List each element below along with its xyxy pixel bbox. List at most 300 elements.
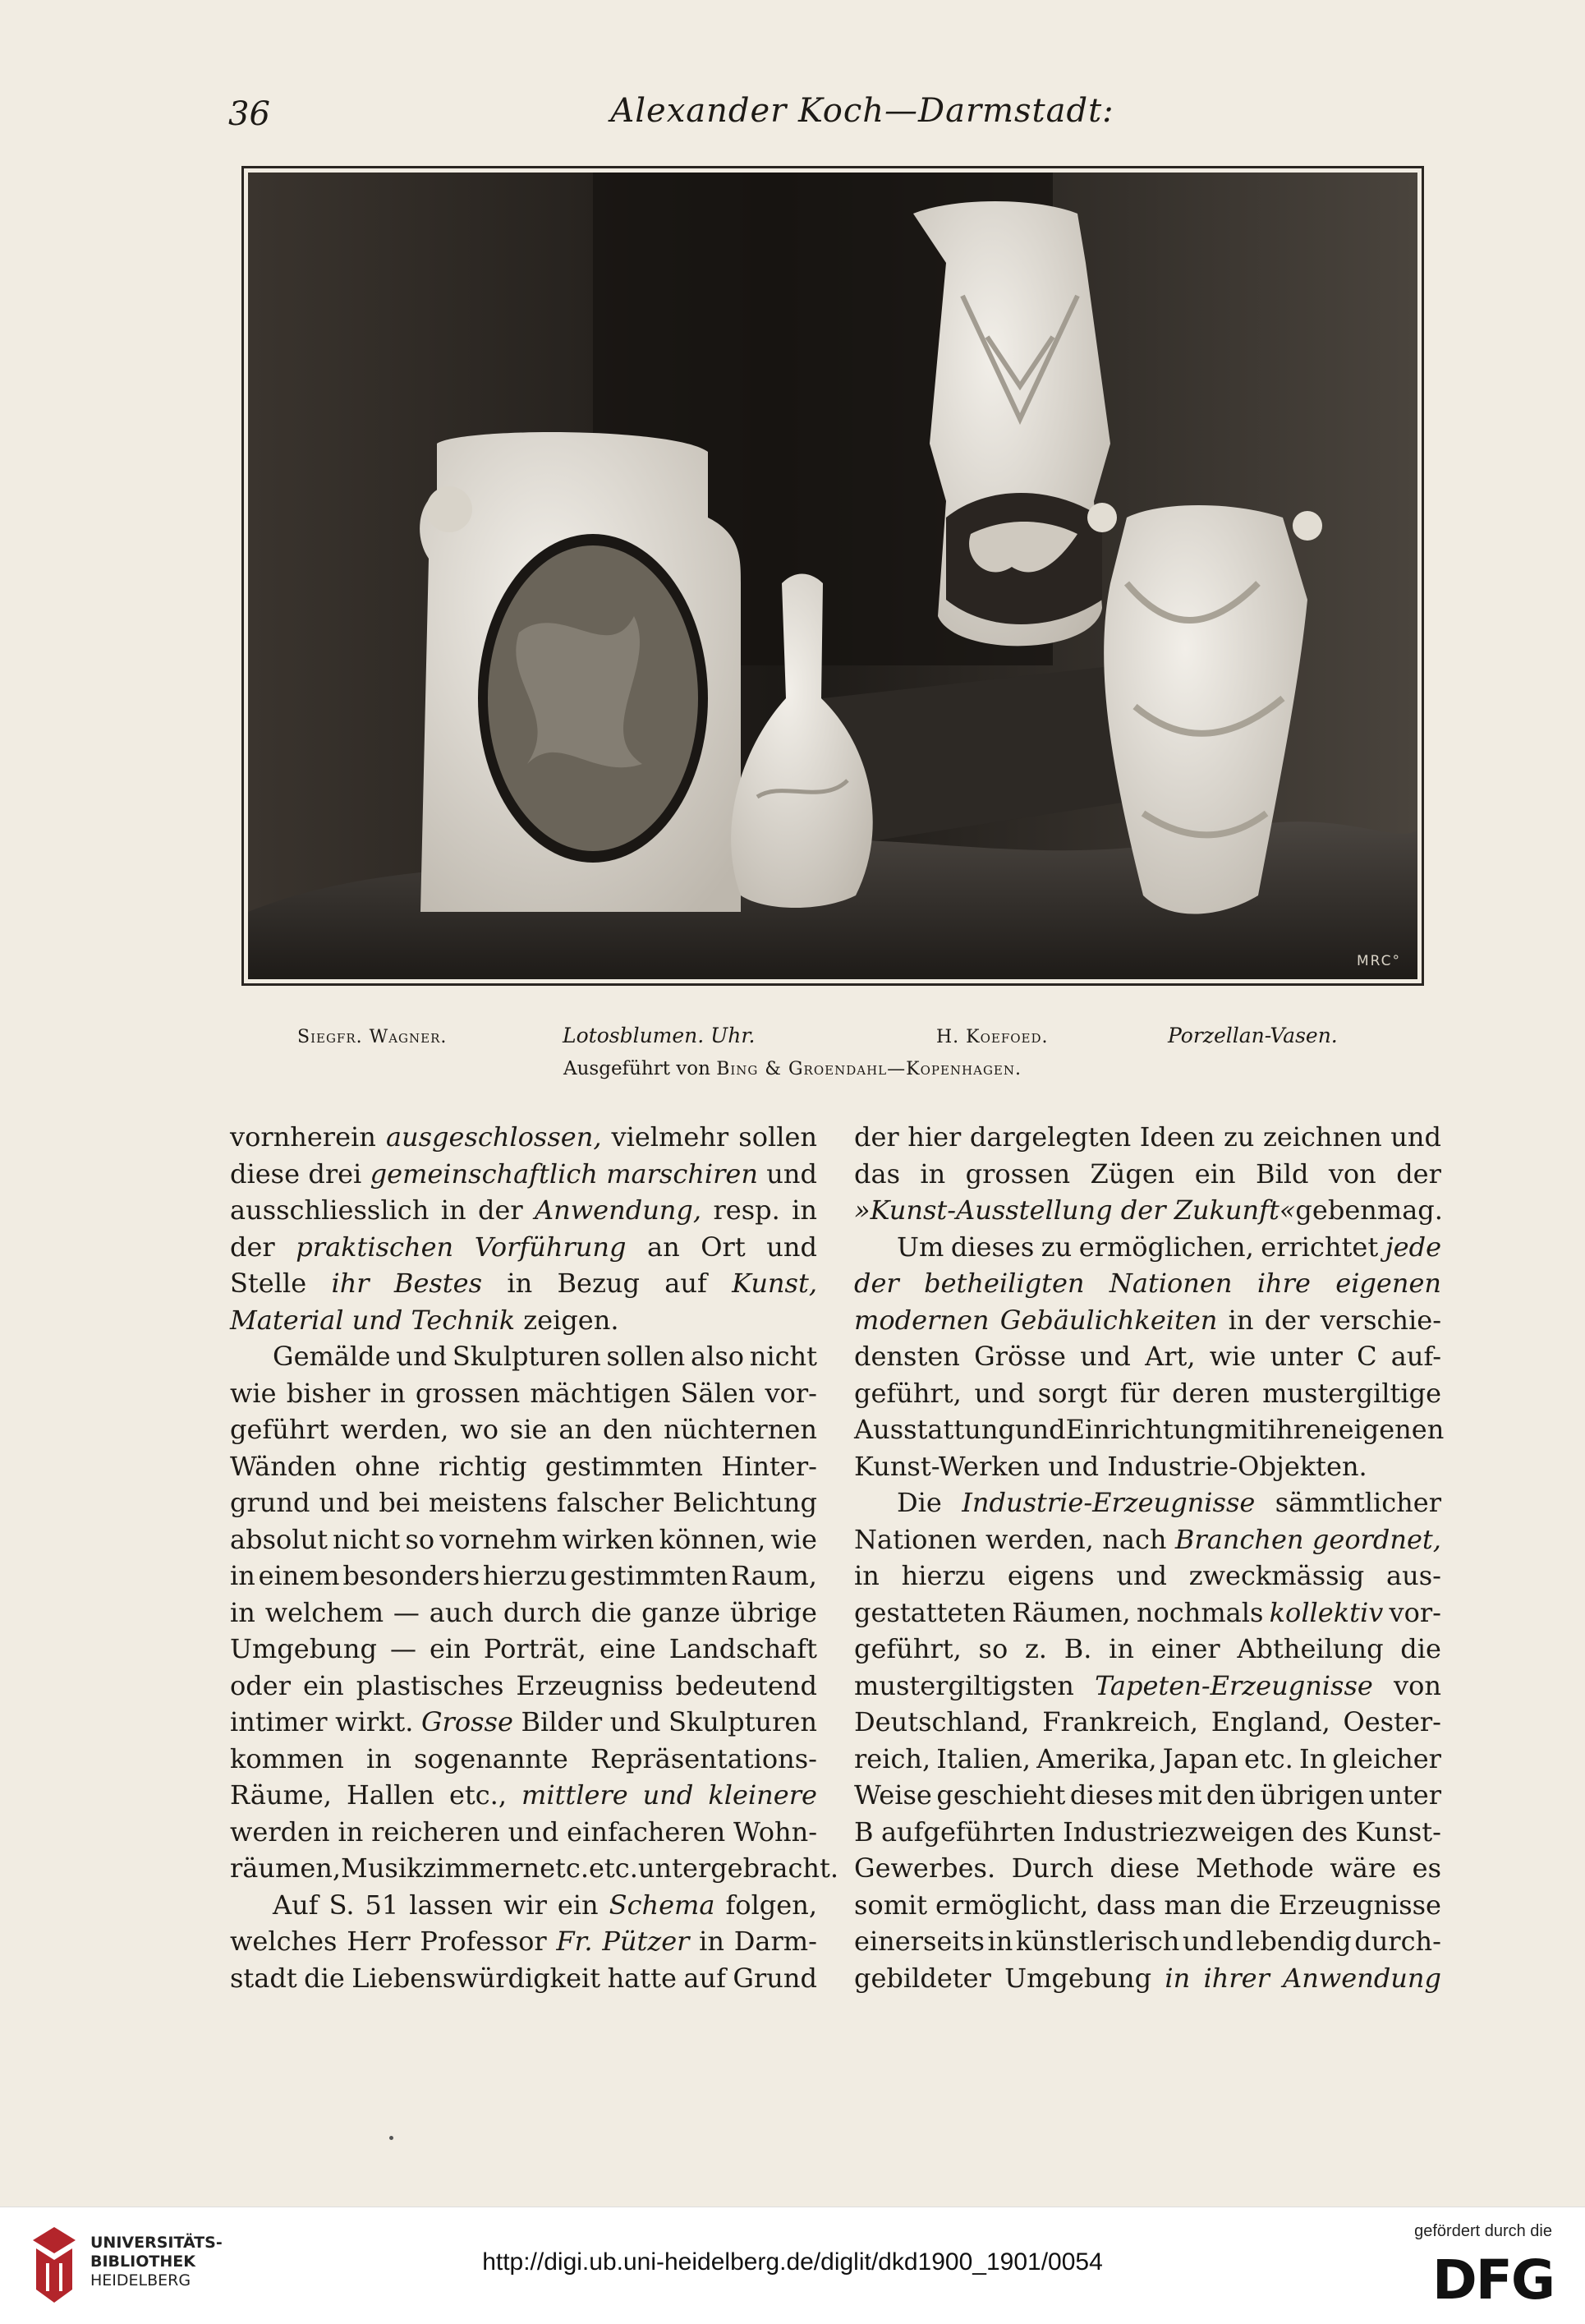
word: vielmehr — [611, 1121, 729, 1153]
word: mächtigen — [530, 1377, 671, 1409]
caption-work-clock: Lotosblumen. Uhr. — [563, 1024, 756, 1047]
word: stadt — [230, 1962, 297, 1994]
word: vornehm — [439, 1523, 558, 1555]
word: reich, — [854, 1742, 931, 1774]
word: geschieht — [936, 1779, 1066, 1811]
word: In — [1298, 1742, 1327, 1774]
word: Herr — [347, 1926, 411, 1957]
text-column-right — [854, 1119, 1445, 1996]
word: Skulpturen — [452, 1341, 601, 1372]
word: diese — [1110, 1852, 1180, 1884]
library-name-line2: BIBLIOTHEK — [90, 2253, 195, 2271]
word: Amerika, — [1036, 1742, 1157, 1774]
text-line — [854, 1631, 1441, 1668]
page-speck — [389, 2136, 393, 2140]
word: Darm- — [733, 1926, 817, 1957]
word: richtig — [438, 1450, 527, 1482]
word: jede — [1385, 1231, 1441, 1263]
word: besonders — [342, 1560, 480, 1591]
word: plastisches — [356, 1669, 504, 1701]
text-line — [230, 1119, 817, 1156]
word: hatte — [607, 1962, 677, 1994]
word: Weise — [854, 1779, 932, 1811]
text-column-left — [230, 1119, 839, 1996]
word: in — [854, 1560, 880, 1591]
word: Anwendung — [1283, 1962, 1441, 1994]
word: sorgt — [1037, 1377, 1108, 1409]
word: verschie- — [1320, 1304, 1441, 1336]
word: drei — [308, 1157, 362, 1190]
word: Räume, — [230, 1779, 332, 1811]
word: bisher — [286, 1377, 370, 1409]
word: an — [647, 1231, 680, 1263]
word: Pützer — [602, 1926, 690, 1957]
word: bei — [379, 1487, 420, 1518]
word: Durch — [1011, 1852, 1094, 1884]
word: Deutschland, — [854, 1706, 1030, 1737]
word: Bild — [1255, 1157, 1309, 1190]
running-title: Alexander Koch—Darmstadt: — [610, 92, 1114, 130]
word: und — [609, 1706, 661, 1737]
word: Kunst-Werken — [854, 1450, 1041, 1482]
word: Ausstattung — [854, 1414, 1015, 1445]
text-line — [230, 1265, 817, 1302]
word: Gewerbes. — [854, 1852, 996, 1884]
word: sollen — [606, 1341, 686, 1372]
text-line — [854, 1484, 1441, 1521]
word: den — [603, 1414, 653, 1445]
word: z. — [1024, 1633, 1047, 1664]
word: eigenen — [1338, 1414, 1445, 1445]
text-line — [230, 1777, 817, 1814]
word: aus- — [1386, 1560, 1441, 1591]
word: dieses — [950, 1231, 1035, 1263]
text-line — [854, 1375, 1441, 1412]
text-line — [854, 1521, 1441, 1558]
photo-plate — [241, 166, 1424, 986]
caption-manufacturer-name: Bing & Groendahl—Kopenhagen. — [716, 1059, 1022, 1079]
word: geben — [1295, 1194, 1377, 1226]
word: geführt, — [854, 1377, 962, 1409]
word: Um — [897, 1231, 944, 1263]
text-line — [854, 1814, 1441, 1851]
text-line — [230, 1192, 817, 1229]
word: Bezug — [557, 1268, 640, 1299]
text-line — [230, 1302, 817, 1339]
text-line — [230, 1338, 817, 1375]
text-line — [230, 1484, 817, 1521]
word: ein — [557, 1889, 599, 1921]
word: Hallen — [346, 1779, 434, 1811]
text-line — [854, 1704, 1441, 1741]
word: Stelle — [230, 1268, 307, 1299]
word: und — [1182, 1926, 1234, 1957]
word: eigens — [1007, 1560, 1095, 1591]
word: der — [854, 1268, 899, 1299]
word: in — [1228, 1304, 1254, 1336]
text-line — [854, 1741, 1441, 1778]
word: in — [230, 1596, 255, 1628]
word: zu — [1223, 1121, 1255, 1153]
word: Landschaft — [668, 1633, 817, 1664]
word: dieses — [1069, 1779, 1154, 1811]
word: ein — [302, 1669, 344, 1701]
text-line — [854, 1192, 1441, 1229]
word: hierzu — [482, 1560, 567, 1591]
word: der — [854, 1121, 899, 1153]
word: densten — [854, 1341, 960, 1372]
word: somit — [854, 1889, 928, 1921]
word: ganze — [641, 1596, 721, 1628]
word: werden — [230, 1815, 330, 1848]
word: und — [974, 1377, 1026, 1409]
word: auf — [664, 1268, 707, 1299]
word: nüchternen — [663, 1414, 817, 1445]
word: ausschliesslich — [230, 1194, 430, 1226]
text-line — [230, 1850, 839, 1887]
word: Grund — [733, 1962, 817, 1994]
word: ausgeschlossen, — [385, 1121, 602, 1153]
word: in — [440, 1194, 466, 1226]
word: und — [1080, 1341, 1131, 1372]
word: bedeutend — [675, 1669, 817, 1701]
word: sie — [509, 1414, 548, 1445]
word: einer — [1151, 1633, 1220, 1664]
text-line — [230, 1704, 817, 1741]
word: gestimmten — [544, 1450, 703, 1482]
word: Art, — [1145, 1341, 1196, 1372]
word: auf — [683, 1962, 726, 1994]
word: Skulpturen — [668, 1706, 817, 1737]
word: reicheren — [371, 1815, 500, 1848]
word: Belichtung — [672, 1487, 817, 1518]
word: auch — [429, 1596, 494, 1628]
caption-artist-wagner: Siegfr. Wagner. — [297, 1027, 448, 1047]
word: Abtheilung — [1237, 1633, 1384, 1664]
word: betheiligten — [924, 1268, 1085, 1299]
word: einerseits — [854, 1926, 985, 1957]
word: Anwendung, — [535, 1194, 702, 1226]
word: ein — [1194, 1157, 1236, 1190]
word: für — [1119, 1377, 1160, 1409]
word: die — [1229, 1889, 1270, 1921]
word: wirken — [562, 1523, 655, 1555]
text-line — [230, 1156, 817, 1193]
word: hier — [907, 1121, 962, 1153]
word: mustergiltigsten — [854, 1669, 1074, 1701]
text-line — [854, 1265, 1441, 1302]
word: grossen — [415, 1377, 521, 1409]
word: nicht — [333, 1523, 401, 1555]
word: gestatteten — [854, 1596, 1006, 1628]
word: werden, — [985, 1523, 1094, 1555]
word: ermöglichen, — [1078, 1231, 1254, 1263]
word: Die — [897, 1487, 942, 1518]
word: Kunst, — [732, 1268, 817, 1299]
word: intimer — [230, 1706, 328, 1737]
text-line — [230, 1814, 817, 1851]
word: untergebracht. — [637, 1852, 839, 1884]
word: nicht — [749, 1341, 817, 1372]
word: kommen — [230, 1742, 344, 1774]
text-line — [230, 1887, 817, 1924]
word: in — [338, 1815, 364, 1848]
text-line — [854, 1850, 1441, 1887]
word: Ort — [701, 1231, 746, 1263]
word: werden, — [340, 1414, 449, 1445]
caption-artist-koefoed: H. Koefoed. — [936, 1027, 1049, 1047]
page-number: 36 — [228, 95, 270, 133]
word: und — [396, 1341, 448, 1372]
word: praktischen — [296, 1231, 454, 1263]
word: — — [389, 1633, 416, 1664]
word: Ideen — [1139, 1121, 1215, 1153]
word: kollektiv — [1269, 1596, 1384, 1628]
word: England, — [1211, 1706, 1330, 1737]
word: wie — [230, 1377, 277, 1409]
word: Einrichtung — [1065, 1414, 1224, 1445]
word: etc. — [1243, 1742, 1293, 1774]
word: wie — [1209, 1341, 1257, 1372]
word: übrigen — [1260, 1779, 1365, 1811]
word: eigenen — [1335, 1268, 1441, 1299]
permalink-url[interactable]: http://digi.ub.uni-heidelberg.de/diglit/dkd1900_1901/0054 — [482, 2248, 1103, 2276]
text-line — [854, 1558, 1441, 1595]
text-line — [854, 1960, 1441, 1997]
text-line — [854, 1119, 1441, 1156]
text-line — [854, 1668, 1441, 1705]
word: in — [699, 1926, 725, 1957]
word: wirkt. — [335, 1706, 414, 1737]
word: nochmals — [1136, 1596, 1264, 1628]
word: C — [1357, 1341, 1377, 1372]
word: wie — [770, 1523, 817, 1555]
word: Kunst- — [1355, 1815, 1441, 1848]
text-line — [854, 1411, 1445, 1448]
word: absolut — [230, 1523, 328, 1555]
word: S. — [328, 1889, 355, 1921]
word: und — [319, 1487, 370, 1518]
word: einfacheren — [567, 1815, 726, 1848]
word: von — [1394, 1669, 1441, 1701]
word: hierzu — [901, 1560, 986, 1591]
word: falscher — [556, 1487, 664, 1518]
word: Raum, — [730, 1560, 817, 1591]
word: in — [230, 1560, 255, 1591]
word: grund — [230, 1487, 310, 1518]
word: der — [230, 1231, 275, 1263]
word: in — [1165, 1962, 1191, 1994]
word: Sälen — [680, 1377, 756, 1409]
word: die — [304, 1962, 345, 1994]
word: Methode — [1195, 1852, 1314, 1884]
word: Tapeten-Erzeugnisse — [1095, 1669, 1373, 1701]
word: ein — [430, 1633, 471, 1664]
word: Repräsentations- — [590, 1742, 817, 1774]
word: lassen — [409, 1889, 493, 1921]
word: ihrer — [1203, 1962, 1270, 1994]
word: vor- — [765, 1377, 817, 1409]
word: Gebäulichkeiten — [999, 1304, 1218, 1336]
dfg-logo: DFG — [1431, 2248, 1554, 2312]
word: Branchen — [1174, 1523, 1304, 1555]
word: Frankreich, — [1042, 1706, 1199, 1737]
word: resp. — [713, 1194, 780, 1226]
text-line — [230, 1960, 817, 1997]
text-line — [230, 1923, 817, 1960]
word: kleinere — [708, 1779, 817, 1811]
word: und — [1390, 1121, 1441, 1153]
word: durch — [503, 1596, 581, 1628]
lotus-clock — [420, 432, 741, 912]
word: mag. — [1376, 1194, 1443, 1226]
word: und — [766, 1157, 817, 1190]
word: gleicher — [1332, 1742, 1441, 1774]
word: in — [920, 1157, 946, 1190]
porcelain-photograph — [248, 173, 1417, 979]
word: Vorführung — [474, 1231, 627, 1263]
word: sogenannte — [414, 1742, 568, 1774]
word: Nationen — [854, 1523, 977, 1555]
text-line — [230, 1558, 817, 1595]
word: übrige — [729, 1596, 817, 1628]
word: Wohn- — [733, 1815, 817, 1848]
word: Nationen — [1109, 1268, 1233, 1299]
text-line — [230, 1229, 817, 1266]
word: Grösse — [974, 1341, 1066, 1372]
word: sollen — [738, 1121, 817, 1153]
word: in — [366, 1742, 392, 1774]
word: Professor — [420, 1926, 547, 1957]
text-line — [854, 1229, 1441, 1266]
word: Bestes — [393, 1268, 483, 1299]
word: zeigen. — [515, 1304, 619, 1336]
library-name-line3: HEIDELBERG — [90, 2271, 191, 2289]
word: also — [691, 1341, 744, 1372]
text-line — [854, 1156, 1441, 1193]
text-line — [230, 1375, 817, 1412]
word: modernen — [854, 1304, 990, 1336]
word: Hinter- — [721, 1450, 817, 1482]
word: unter — [1270, 1341, 1343, 1372]
word: in — [379, 1377, 406, 1409]
text-line — [854, 1923, 1441, 1960]
word: Räumen, — [1012, 1596, 1131, 1628]
word: können, — [659, 1523, 766, 1555]
word: meistens — [428, 1487, 548, 1518]
word: es — [1412, 1852, 1441, 1884]
word: Industrie-Objekten. — [1099, 1450, 1367, 1482]
word: etc., — [448, 1779, 507, 1811]
word: eine — [600, 1633, 656, 1664]
caption-manufacturer — [0, 1058, 1585, 1079]
word: Erzeugniss — [516, 1669, 664, 1701]
word: zeichnen — [1262, 1121, 1382, 1153]
word: marschiren — [606, 1157, 758, 1190]
text-line — [854, 1338, 1441, 1375]
word: Liebenswürdigkeit — [351, 1962, 601, 1994]
word: das — [854, 1157, 900, 1190]
word: in — [1109, 1633, 1134, 1664]
word: Umgebung — [230, 1633, 377, 1664]
word: Schema — [609, 1889, 715, 1921]
word: Material und Technik — [230, 1304, 516, 1336]
word: B — [854, 1815, 874, 1848]
word: deren — [1172, 1377, 1250, 1409]
library-name-line1: UNIVERSITÄTS- — [90, 2234, 223, 2252]
word: ohne — [355, 1450, 420, 1482]
word: zu — [1041, 1231, 1073, 1263]
word: »Kunst-Ausstellung der Zukunft« — [854, 1194, 1296, 1226]
word: mit — [1157, 1779, 1202, 1811]
word: man — [1164, 1889, 1222, 1921]
word: nach — [1102, 1523, 1167, 1555]
word: — — [393, 1596, 420, 1628]
word: aufgeführten — [880, 1815, 1055, 1848]
word: einem — [258, 1560, 340, 1591]
word: geordnet, — [1312, 1523, 1441, 1555]
word: und — [508, 1815, 559, 1848]
text-line — [230, 1741, 817, 1778]
word: den — [1206, 1779, 1256, 1811]
word: und — [642, 1779, 694, 1811]
word: Bilder — [521, 1706, 603, 1737]
text-line — [230, 1521, 817, 1558]
word: Auf — [273, 1889, 319, 1921]
word: und — [1040, 1450, 1100, 1482]
word: dargelegten — [969, 1121, 1132, 1153]
photographer-monogram: MRC° — [1357, 953, 1402, 969]
word: ermöglicht, — [935, 1889, 1089, 1921]
word: gebildeter — [854, 1962, 991, 1994]
word: welchem — [264, 1596, 384, 1628]
word: die — [1400, 1633, 1441, 1664]
word: räumen, — [230, 1852, 342, 1884]
word: der — [1264, 1304, 1310, 1336]
word: dass — [1096, 1889, 1156, 1921]
word: diese — [230, 1157, 301, 1190]
word: wäre — [1330, 1852, 1397, 1884]
word: des — [1302, 1815, 1348, 1848]
caption-work-vases: Porzellan-Vasen. — [1168, 1024, 1338, 1047]
word: oder — [230, 1669, 291, 1701]
text-line — [230, 1448, 817, 1485]
word: wir — [503, 1889, 547, 1921]
text-line — [230, 1595, 817, 1631]
word: von — [1328, 1157, 1376, 1190]
text-line — [854, 1448, 1441, 1485]
word: etc. — [588, 1852, 638, 1884]
word: Grosse — [420, 1706, 513, 1737]
word: der — [477, 1194, 523, 1226]
word: vornherein — [230, 1121, 376, 1153]
word: Industrie-Erzeugnisse — [962, 1487, 1256, 1518]
text-line — [230, 1668, 817, 1705]
word: mittlere — [521, 1779, 628, 1811]
word: in — [507, 1268, 533, 1299]
word: Erzeugnisse — [1278, 1889, 1441, 1921]
text-line — [230, 1411, 817, 1448]
sponsor-text: gefördert durch die — [1414, 2222, 1552, 2240]
word: durch- — [1354, 1926, 1441, 1957]
digitization-footer — [0, 2207, 1585, 2324]
word: Japan — [1162, 1742, 1238, 1774]
word: Oester- — [1343, 1706, 1441, 1737]
word: Umgebung — [1004, 1962, 1152, 1994]
word: etc. — [540, 1852, 589, 1884]
word: zweckmässig — [1188, 1560, 1365, 1591]
word: die — [590, 1596, 632, 1628]
